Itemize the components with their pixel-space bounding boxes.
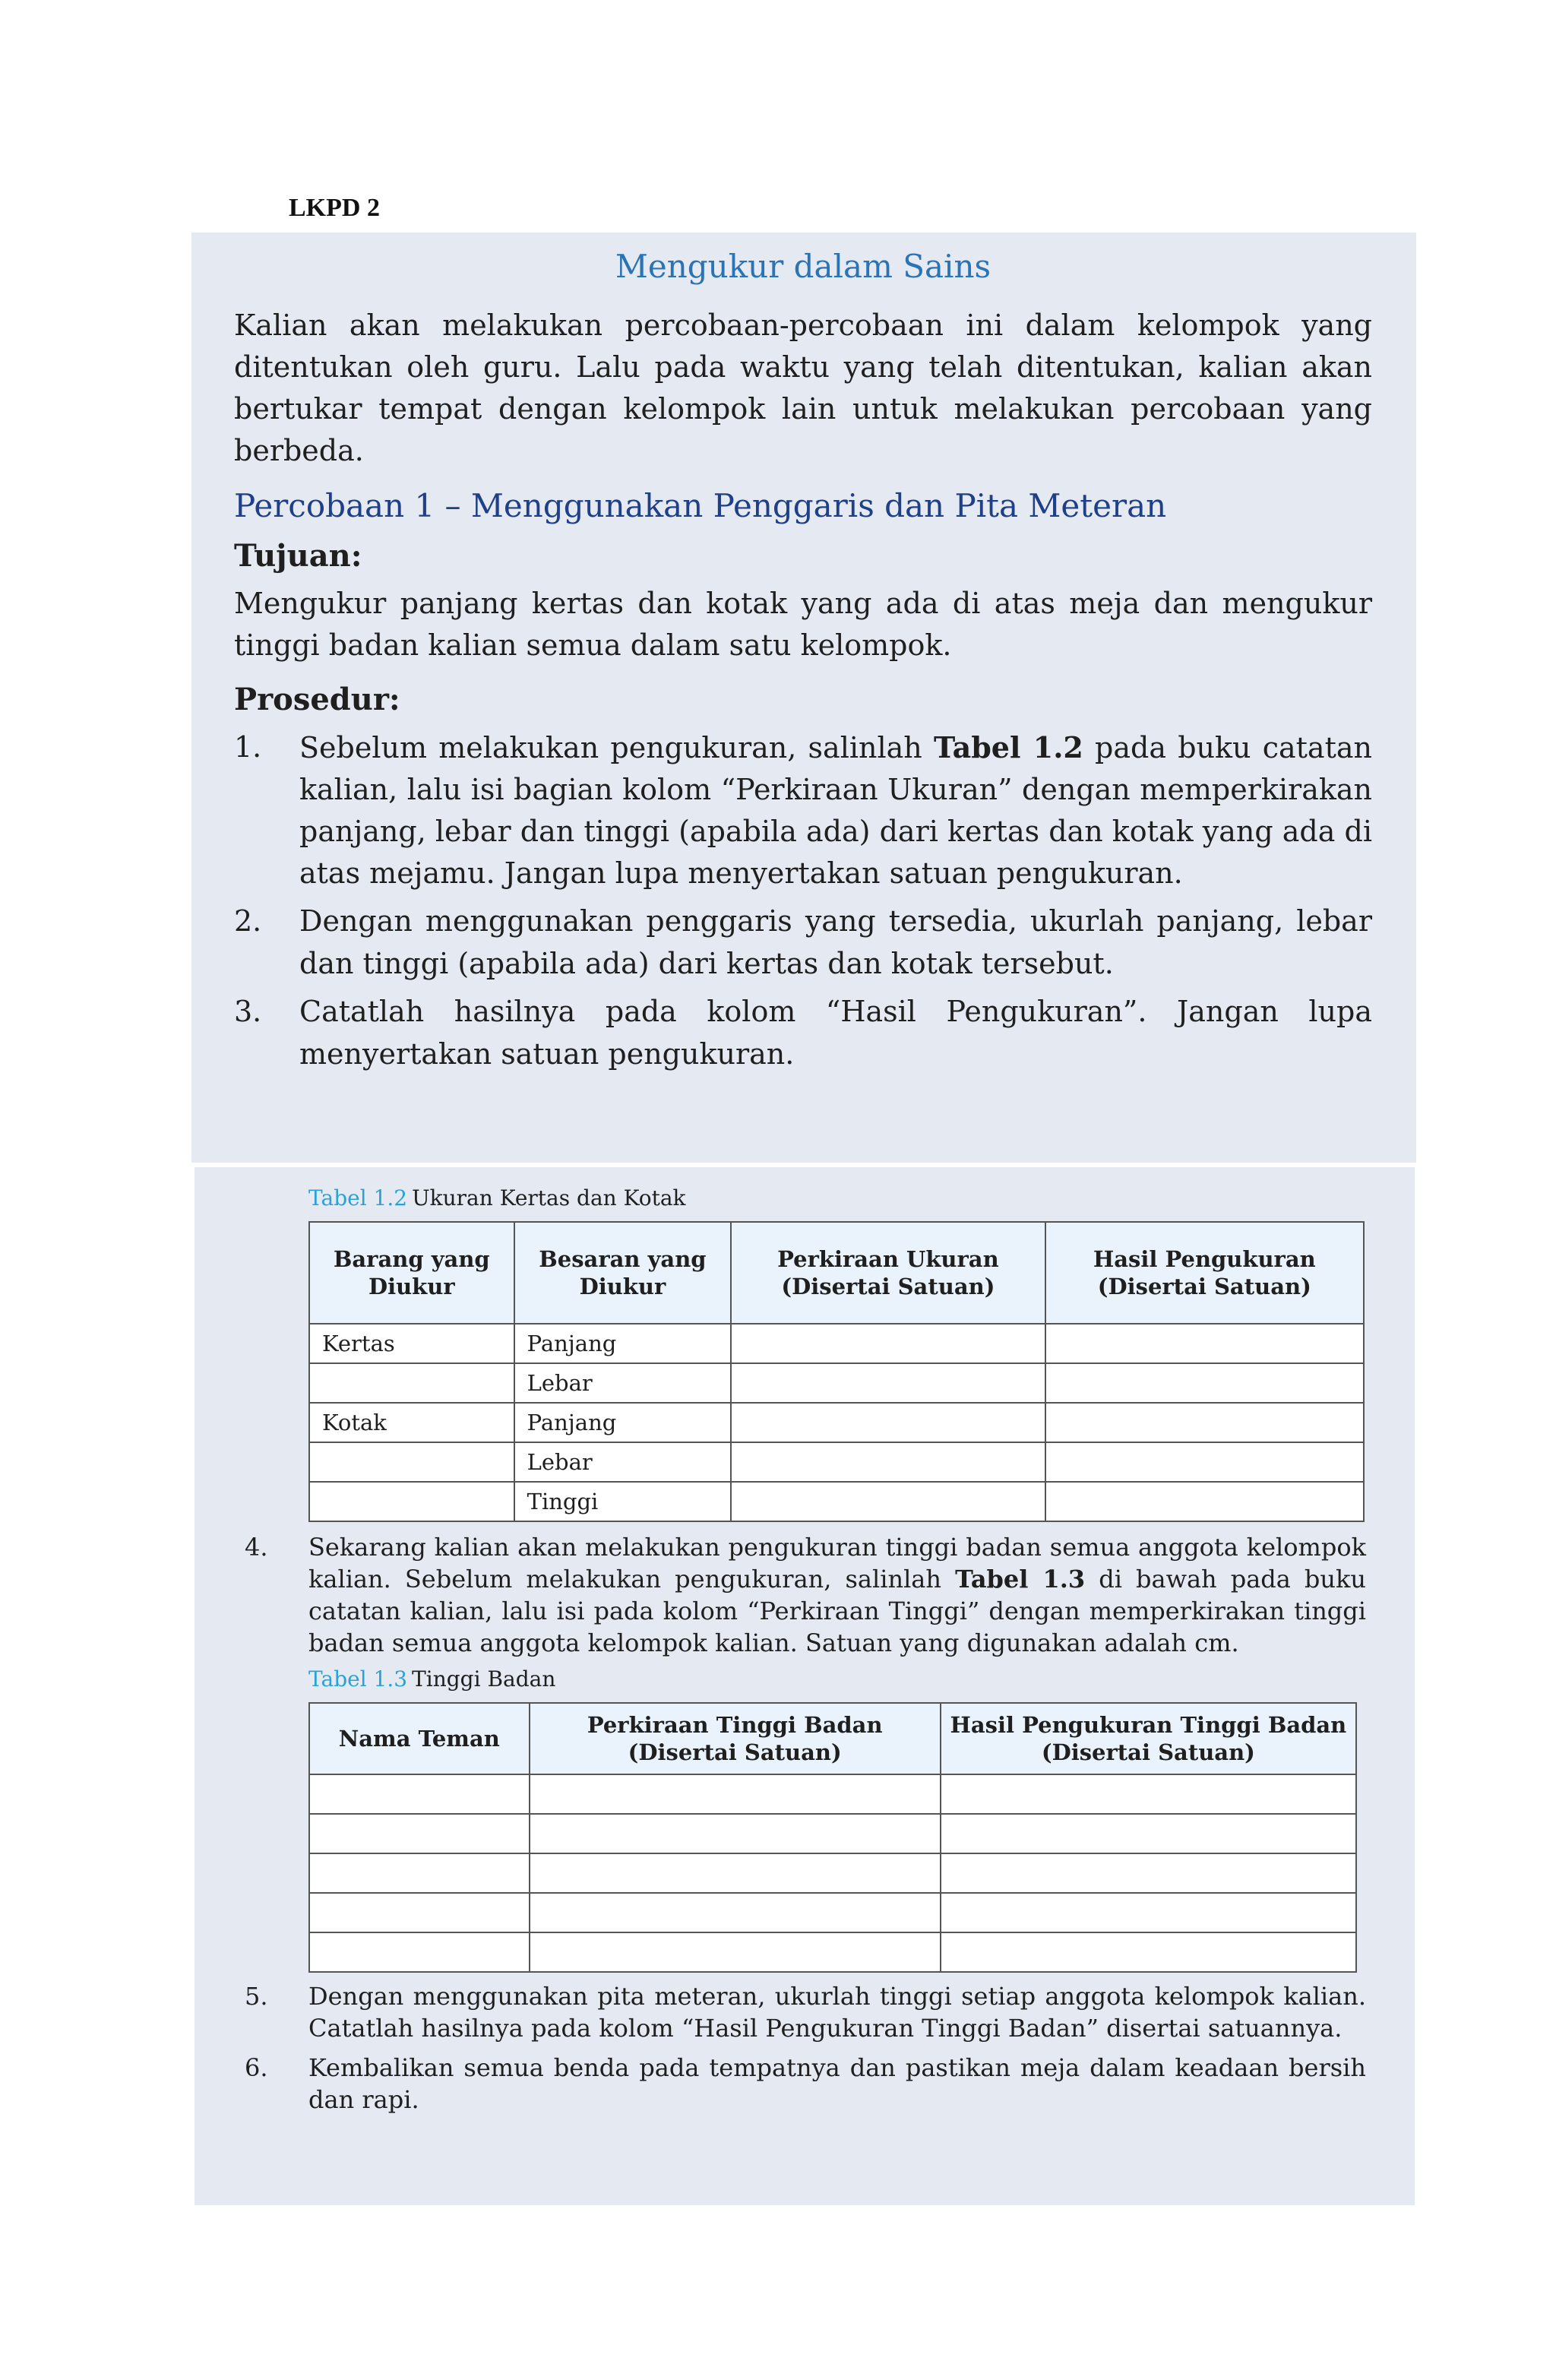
step-table-ref: Tabel 1.3: [955, 1565, 1086, 1594]
table-row: [309, 1324, 1364, 1363]
step-number: 3.: [234, 995, 262, 1028]
procedure-step: [245, 1531, 1367, 1659]
table-cell: [309, 1853, 530, 1893]
table-1-2-caption: [308, 1185, 1366, 1211]
table-cell: [1045, 1363, 1364, 1403]
step-number: 4.: [245, 1533, 268, 1562]
step-number: 5.: [245, 1982, 268, 2011]
table-cell: Panjang: [514, 1403, 732, 1442]
procedure-list-end: [245, 1980, 1366, 2116]
step-text-part: Dengan menggunakan penggaris yang tersedia, ukurlah panjang, lebar dan tinggi (apabila ada) dari kertas dan kotak tersebut.: [299, 904, 1372, 980]
table-cell: [530, 1853, 941, 1893]
procedure-label: Prosedur:: [234, 682, 400, 717]
table-cell: [1045, 1442, 1364, 1482]
table-cell: [731, 1324, 1045, 1363]
procedure-step: [234, 900, 1372, 985]
table-cell: Kotak: [309, 1403, 514, 1442]
table-cell: Lebar: [514, 1363, 732, 1403]
table-cell: [530, 1932, 941, 1972]
table-cell: [309, 1442, 514, 1482]
table-cell: Lebar: [514, 1442, 732, 1482]
procedure-step: [234, 991, 1372, 1075]
table-1-3-title: Tinggi Badan: [412, 1666, 556, 1692]
table-row: [309, 1932, 1356, 1972]
table-cell: [309, 1932, 530, 1972]
table-cell: [731, 1363, 1045, 1403]
step-text-part: Catatlah hasilnya pada kolom “Hasil Pengukuran”. Jangan lupa menyertakan satuan pengukuran.: [299, 995, 1372, 1071]
table-cell: [309, 1814, 530, 1853]
table-cell: [530, 1774, 941, 1814]
step-text-part: Kembalikan semua benda pada tempatnya dan pastikan meja dalam keadaan bersih dan rapi.: [308, 2053, 1366, 2114]
step-number: 6.: [245, 2053, 268, 2082]
table-row: [309, 1403, 1364, 1442]
procedure-list: [234, 726, 1372, 1075]
table-cell: [309, 1482, 514, 1521]
table-cell: [1045, 1403, 1364, 1442]
procedure-step: [234, 726, 1372, 894]
table-cell: [731, 1442, 1045, 1482]
table-cell: [530, 1893, 941, 1932]
table-row: [309, 1853, 1356, 1893]
step-number: 1.: [234, 730, 262, 764]
table-cell: [1045, 1324, 1364, 1363]
table-row: [309, 1774, 1356, 1814]
step-text: [308, 1980, 1366, 2044]
column-header: Perkiraan Ukuran (Disertai Satuan): [731, 1222, 1045, 1324]
step-text-part: Sekarang kalian akan melakukan pengukuran tinggi badan semua anggota kelompok kalian. Sebelum melakukan pengukuran, salinlah: [308, 1533, 1366, 1594]
table-row: [309, 1814, 1356, 1853]
table-1-2-number: Tabel 1.2: [308, 1185, 408, 1211]
table-cell: Kertas: [309, 1324, 514, 1363]
table-cell: [731, 1482, 1045, 1521]
table-1-3: [308, 1702, 1357, 1973]
step-text-part: di bawah pada buku catatan kalian, lalu isi pada kolom “Perkiraan Tinggi” dengan memperkirakan tinggi badan semua anggota kelompok kalian. Satuan yang digunakan adalah cm.: [308, 1565, 1367, 1657]
table-cell: Tinggi: [514, 1482, 732, 1521]
table-cell: [1045, 1482, 1364, 1521]
table-cell: Panjang: [514, 1324, 732, 1363]
procedure-step: [245, 2052, 1366, 2116]
table-cell: [941, 1893, 1356, 1932]
step-text: [299, 726, 1372, 894]
intro-paragraph: Kalian akan melakukan percobaan-percobaan ini dalam kelompok yang ditentukan oleh guru. Lalu pada waktu yang telah ditentukan, kalian akan bertukar tempat dengan kelompok lain untuk melakukan percobaan yang berbeda.: [234, 309, 1372, 467]
table-row: [309, 1442, 1364, 1482]
section-title: Mengukur dalam Sains: [615, 248, 991, 285]
step-text: [308, 2052, 1366, 2116]
step-text: [299, 991, 1372, 1075]
step-text-part: pada buku catatan kalian, lalu isi bagian kolom “Perkiraan Ukuran” dengan memperkirakan panjang, lebar dan tinggi (apabila ada) dari kertas dan kotak yang ada di atas mejamu. Jangan lupa menyertakan satuan pengukuran.: [299, 731, 1372, 890]
step-text: [308, 1531, 1366, 1659]
step-text-part: Dengan menggunakan pita meteran, ukurlah tinggi setiap anggota kelompok kalian. Catatlah hasilnya pada kolom “Hasil Pengukuran Tinggi Badan” disertai satuannya.: [308, 1982, 1366, 2043]
column-header: Perkiraan Tinggi Badan (Disertai Satuan): [530, 1703, 941, 1774]
table-1-3-number: Tabel 1.3: [308, 1666, 408, 1692]
worksheet-label: LKPD 2: [289, 194, 380, 222]
step-text-part: Sebelum melakukan pengukuran, salinlah: [299, 731, 934, 764]
table-cell: [309, 1363, 514, 1403]
column-header: Besaran yang Diukur: [514, 1222, 732, 1324]
step-number: 2.: [234, 904, 262, 938]
table-cell: [731, 1403, 1045, 1442]
tables-panel: [194, 1167, 1415, 2205]
table-1-3-caption: [308, 1666, 1366, 1692]
column-header: Barang yang Diukur: [309, 1222, 514, 1324]
procedure-step: [245, 1980, 1366, 2044]
experiment-title: Percobaan 1 – Menggunakan Penggaris dan Pita Meteran: [234, 487, 1167, 524]
step-text: [299, 900, 1372, 985]
step-table-ref: Tabel 1.2: [933, 730, 1083, 764]
table-cell: [309, 1774, 530, 1814]
table-1-2-title: Ukuran Kertas dan Kotak: [412, 1185, 686, 1211]
table-row: [309, 1363, 1364, 1403]
table-cell: [941, 1814, 1356, 1853]
table-cell: [941, 1932, 1356, 1972]
table-1-2: [308, 1221, 1365, 1522]
table-cell: [941, 1853, 1356, 1893]
table-cell: [941, 1774, 1356, 1814]
procedure-list-continued: [245, 1531, 1367, 1659]
table-cell: [530, 1814, 941, 1853]
column-header: Nama Teman: [309, 1703, 530, 1774]
goal-label: Tujuan:: [234, 538, 362, 574]
column-header: Hasil Pengukuran Tinggi Badan (Disertai Satuan): [941, 1703, 1356, 1774]
table-row: [309, 1893, 1356, 1932]
table-cell: [309, 1893, 530, 1932]
instruction-panel: [191, 233, 1416, 1163]
table-row: [309, 1482, 1364, 1521]
column-header: Hasil Pengukuran (Disertai Satuan): [1045, 1222, 1364, 1324]
goal-text: Mengukur panjang kertas dan kotak yang ada di atas meja dan mengukur tinggi badan kalian semua dalam satu kelompok.: [234, 587, 1372, 662]
